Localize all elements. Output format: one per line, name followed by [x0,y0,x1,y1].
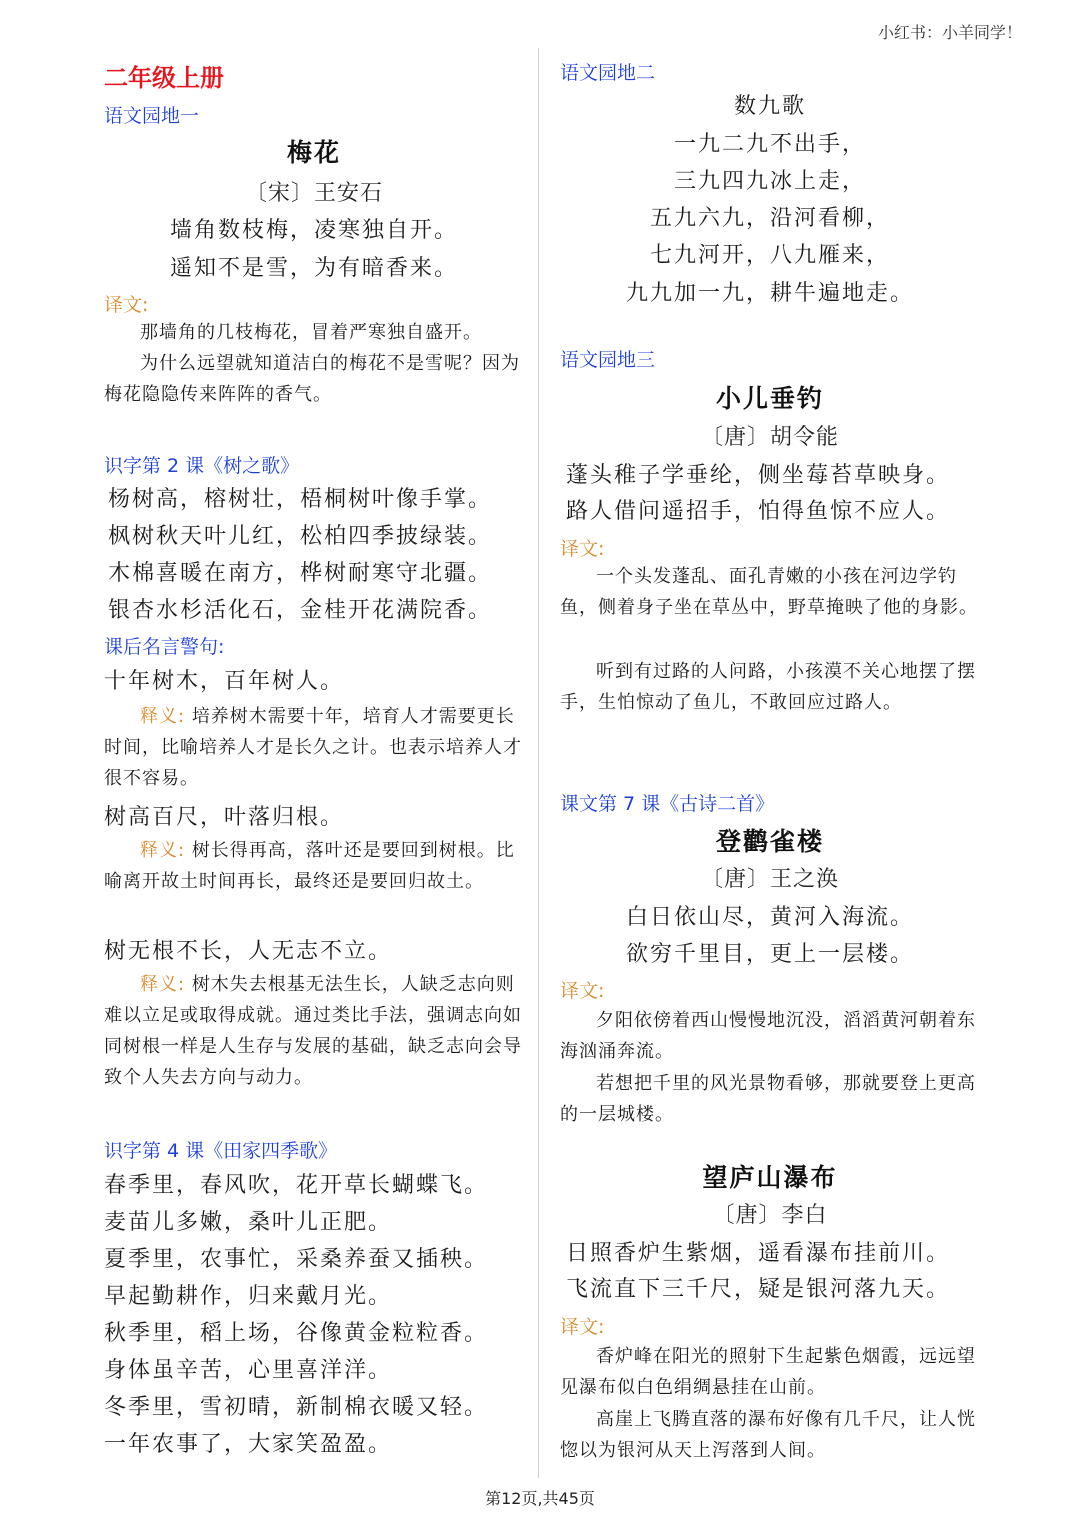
translation-label: 译文: [104,294,149,316]
poem-line: 夏季里，农事忙，采桑养蚕又插秧。 [104,1247,489,1272]
quote-explanation [104,835,524,897]
poem-line: 一年农事了，大家笑盈盈。 [104,1432,393,1457]
section-heading-garden-3: 语文园地三 [560,349,656,371]
poem-author: 〔宋〕王安石 [244,181,383,206]
poem-line: 春季里，春风吹，花开草长蝴蝶飞。 [104,1173,489,1198]
translation-paragraph: 一个头发蓬乱、面孔青嫩的小孩在河边学钓鱼，侧着身子坐在草丛中，野草掩映了他的身影。 [560,566,978,618]
poem-line: 身体虽辛苦，心里喜洋洋。 [104,1358,393,1383]
section-heading-lesson-4: 识字第 4 课《田家四季歌》 [104,1140,338,1162]
section-heading-garden-2: 语文园地二 [560,62,656,84]
translation-paragraph: 听到有过路的人问路，小孩漠不关心地摆了摆手，生怕惊动了鱼儿，不敢回应过路人。 [560,661,976,713]
explanation-label: 释义: [140,840,186,861]
watermark-text: 小红书：小羊同学！ [877,23,1022,42]
quote-line: 树高百尺，叶落归根。 [104,805,345,830]
translation-label: 译文: [560,1316,605,1338]
poem-author: 〔唐〕王之涣 [700,867,839,892]
column-divider [538,48,539,1478]
quote-line: 十年树木，百年树人。 [104,669,345,694]
quotes-heading: 课后名言警句: [104,636,225,658]
poem-line: 木棉喜暖在南方，桦树耐寒守北疆。 [108,561,493,586]
poem-line: 杨树高，榕树壮，梧桐树叶像手掌。 [108,487,493,512]
poem-line: 路人借问遥招手，怕得鱼惊不应人。 [566,499,951,524]
quote-explanation [104,969,524,1093]
poem-line: 早起勤耕作，归来戴月光。 [104,1284,393,1309]
poem-line: 一九二九不出手， [673,132,866,157]
poem-line: 飞流直下三千尺，疑是银河落九天。 [566,1277,951,1302]
poem-title-shujiuge: 数九歌 [733,94,806,119]
poem-line: 麦苗儿多嫩，桑叶儿正肥。 [104,1210,393,1235]
explanation-label: 释义: [140,706,186,727]
section-heading-garden-1: 语文园地一 [104,105,200,127]
page-number: 第12页,共45页 [485,1489,595,1508]
poem-author: 〔唐〕李白 [712,1203,828,1228]
poem-title-xiaoerchuidiao: 小儿垂钓 [715,384,824,413]
poem-line: 七九河开，八九雁来， [649,243,890,268]
poem-line: 遥知不是雪，为有暗香来。 [169,256,458,281]
poem-line: 欲穷千里目，更上一层楼。 [625,942,914,967]
poem-line: 秋季里，稻上场，谷像黄金粒粒香。 [104,1321,489,1346]
translation-paragraph: 为什么远望就知道洁白的梅花不是雪呢？因为梅花隐隐传来阵阵的香气。 [104,353,520,405]
translation-paragraph: 香炉峰在阳光的照射下生起紫色烟霞，远远望见瀑布似白色绢绸悬挂在山前。 [560,1346,976,1398]
translation-label: 译文: [560,538,605,560]
poem-line: 日照香炉生紫烟，遥看瀑布挂前川。 [566,1241,951,1266]
translation-label: 译文: [560,980,605,1002]
explanation-text: 培养树木需要十年，培育人才需要更长时间，比喻培养人才是长久之计。也表示培养人才很不容易。 [104,706,522,789]
poem-title-meihua: 梅花 [286,138,341,167]
translation-paragraph: 夕阳依傍着西山慢慢地沉没，滔滔黄河朝着东海汹涌奔流。 [560,1010,976,1062]
quote-explanation [104,701,524,794]
grade-title: 二年级上册 [104,64,224,92]
poem-title-wanglushanpubu: 望庐山瀑布 [702,1163,838,1192]
poem-author: 〔唐〕胡令能 [700,425,839,450]
translation-paragraph: 若想把千里的风光景物看够，那就要登上更高的一层城楼。 [560,1073,976,1125]
poem-line: 五九六九，沿河看柳， [649,206,890,231]
poem-title-dengguanquelou: 登鹳雀楼 [715,827,824,856]
poem-line: 枫树秋天叶儿红，松柏四季披绿装。 [108,524,493,549]
poem-line: 墙角数枝梅，凌寒独自开。 [169,218,458,243]
quote-line: 树无根不长，人无志不立。 [104,939,393,964]
poem-line: 银杏水杉活化石，金桂开花满院香。 [108,598,493,623]
explanation-text: 树木失去根基无法生长，人缺乏志向则难以立足或取得成就。通过类比手法，强调志向如同树根一样是人生存与发展的基础，缺乏志向会导致个人失去方向与动力。 [104,974,522,1088]
section-heading-lesson-2: 识字第 2 课《树之歌》 [104,455,300,477]
section-heading-lesson-7: 课文第 7 课《古诗二首》 [560,793,775,815]
translation-paragraph: 高崖上飞腾直落的瀑布好像有几千尺，让人恍惚以为银河从天上泻落到人间。 [560,1409,976,1461]
translation-paragraph: 那墙角的几枝梅花，冒着严寒独自盛开。 [140,322,482,343]
poem-line: 蓬头稚子学垂纶，侧坐莓苔草映身。 [566,463,951,488]
explanation-label: 释义: [140,974,186,995]
poem-line: 冬季里，雪初晴，新制棉衣暖又轻。 [104,1395,489,1420]
poem-line: 三九四九冰上走， [673,169,866,194]
explanation-text: 树长得再高，落叶还是要回到树根。比喻离开故土时间再长，最终还是要回归故土。 [104,840,515,892]
poem-line: 九九加一九，耕牛遍地走。 [625,281,914,306]
poem-line: 白日依山尽，黄河入海流。 [625,905,914,930]
